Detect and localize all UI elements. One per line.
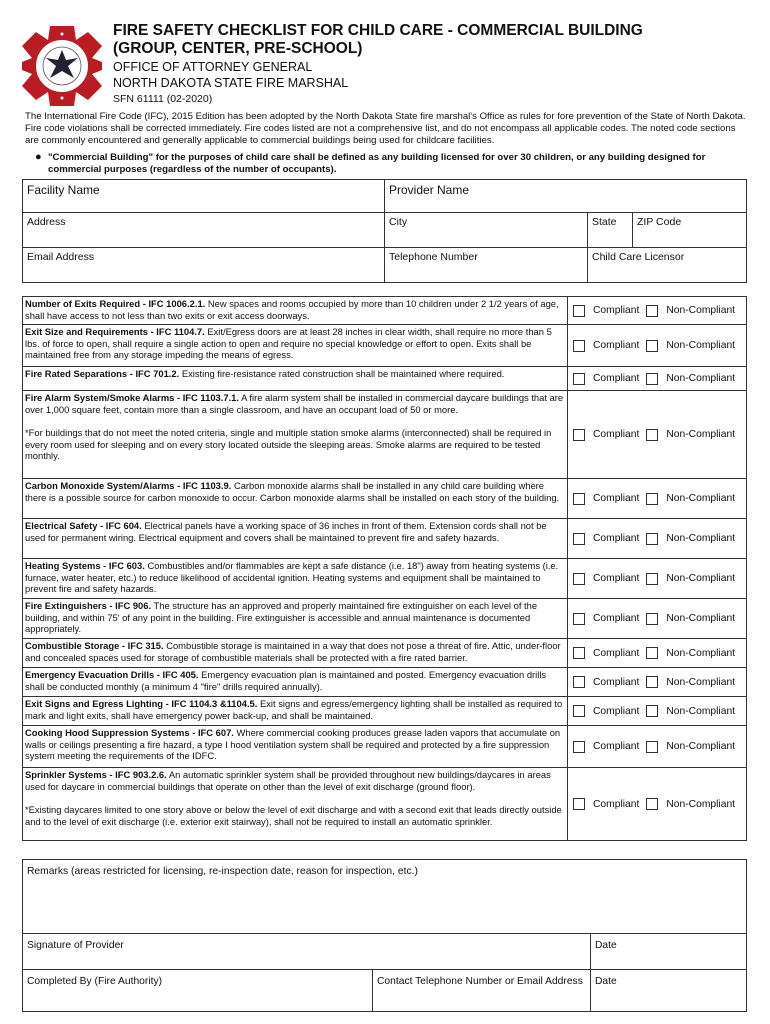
compliant-label: Compliant — [593, 533, 640, 544]
non-compliant-option[interactable] — [646, 613, 735, 625]
compliant-option[interactable] — [573, 340, 639, 352]
non-compliant-label: Non-Compliant — [666, 533, 736, 544]
compliance-options — [568, 519, 746, 558]
non-compliant-label: Non-Compliant — [666, 705, 736, 717]
telephone-label: Telephone Number — [389, 251, 478, 263]
compliant-checkbox[interactable] — [573, 493, 585, 505]
non-compliant-checkbox[interactable] — [646, 705, 658, 717]
checklist-row — [23, 599, 746, 639]
state-label: State — [592, 216, 617, 228]
definition-text: "Commercial Building" for the purposes of child care shall be defined as any building licensed for over 30 children, or any building designed for commercial purposes (regardless of the number of occupants). — [48, 152, 706, 175]
bullet-icon: ● — [35, 151, 42, 163]
remarks-field[interactable] — [23, 860, 747, 934]
compliant-label: Compliant — [593, 573, 640, 584]
checklist-row — [23, 559, 746, 599]
compliant-label: Compliant — [593, 613, 640, 624]
requirement-body: Exit signs and egress/emergency lighting shall be installed as required to mark and light exits, shall have emergency power back-up, and shall be maintained. — [25, 698, 563, 721]
provider-signature-field[interactable] — [23, 934, 591, 970]
non-compliant-label: Non-Compliant — [666, 340, 736, 351]
compliant-option[interactable] — [573, 741, 639, 753]
address-label: Address — [27, 216, 66, 228]
requirement-text — [23, 325, 568, 366]
title-line-2: (GROUP, CENTER, PRE-SCHOOL) — [113, 40, 363, 57]
compliant-option[interactable] — [573, 373, 639, 385]
requirement-heading: Carbon Monoxide System/Alarms - IFC 1103.9. — [25, 480, 232, 491]
non-compliant-checkbox[interactable] — [646, 340, 658, 352]
compliant-label: Compliant — [593, 705, 640, 717]
facility-name-field[interactable] — [23, 180, 385, 213]
email-field[interactable] — [23, 248, 385, 283]
checklist-row — [23, 367, 746, 391]
requirement-heading: Combustible Storage - IFC 315. — [25, 640, 164, 651]
requirement-body: Electrical panels have a working space of 36 inches in front of them. Extension cords shall not be used for permanent wiring. Electrical equipment and covers shall be maintained to prevent fire and safety hazards. — [25, 520, 547, 543]
compliant-checkbox[interactable] — [573, 676, 585, 688]
non-compliant-label: Non-Compliant — [666, 676, 736, 688]
requirement-heading: Fire Extinguishers - IFC 906. — [25, 600, 152, 611]
compliant-checkbox[interactable] — [573, 429, 585, 441]
zip-field[interactable] — [633, 213, 747, 248]
requirement-heading: Sprinkler Systems - IFC 903.2.6. — [25, 769, 167, 780]
requirement-heading: Number of Exits Required - IFC 1006.2.1. — [25, 298, 206, 309]
requirement-body: Combustibles and/or flammables are kept a safe distance (i.e. 18") away from heating systems (i.e. furnace, water heater, etc.) to reduce likelihood of accidental ignition. Heating systems and equipment shall be maintained to prevent fire and safety hazards. — [25, 560, 559, 595]
requirement-body: Carbon monoxide alarms shall be installed in any child care building where there is a possible source for carbon monoxide to occur. Carbon monoxide alarms shall be installed on each story of the building. — [25, 480, 560, 503]
non-compliant-option[interactable] — [646, 573, 735, 585]
requirement-text — [23, 479, 568, 518]
provider-date-field[interactable] — [591, 934, 747, 970]
intro-paragraph: The International Fire Code (IFC), 2015 Edition has been adopted by the North Dakota State fire marshal's Office as rules for fore prevention of the State of North Dakota. Fire code violations shall be corrected immediately. Fire codes listed are not a comprehensive list, and do not encompass all applicable codes. The noted code sections are commonly encountered and generally applicable to commercial buildings being used for childcare facilities. — [25, 111, 746, 146]
completed-by-field[interactable] — [23, 970, 373, 1012]
requirement-note: *For buildings that do not meet the noted criteria, single and multiple station smoke alarms (interconnected) shall be required in every room used for sleeping and on every story located outside the sleeping areas. Smoke alarms are required to be tested monthly. — [25, 427, 552, 462]
licensor-label: Child Care Licensor — [592, 251, 685, 263]
compliant-label: Compliant — [593, 373, 640, 384]
compliant-label: Compliant — [593, 340, 640, 351]
compliant-label: Compliant — [593, 429, 640, 440]
compliant-checkbox[interactable] — [573, 573, 585, 585]
requirement-heading: Fire Rated Separations - IFC 701.2. — [25, 368, 180, 379]
compliance-options — [568, 639, 746, 667]
requirement-body: Combustible storage is maintained in a way that does not pose a threat of fire. Attic, under-floor and concealed spaces used for storage of combustible materials shall be protected with a fire rated barrier. — [25, 640, 561, 663]
non-compliant-option[interactable] — [646, 373, 735, 385]
compliant-option[interactable] — [573, 429, 639, 441]
checklist-row — [23, 519, 746, 559]
requirement-text — [23, 668, 568, 696]
requirement-text — [23, 297, 568, 324]
requirement-body: Emergency evacuation plan is maintained and posted. Emergency evacuation drills shall be conducted monthly (a minimum 4 "fire" drills required annually). — [25, 669, 547, 692]
non-compliant-option[interactable] — [646, 798, 735, 810]
requirement-text — [23, 519, 568, 558]
requirement-text — [23, 639, 568, 667]
signature-table — [22, 859, 747, 1012]
compliance-options — [568, 697, 746, 725]
non-compliant-checkbox[interactable] — [646, 533, 658, 545]
compliant-label: Compliant — [593, 493, 640, 504]
compliance-options — [568, 599, 746, 638]
compliant-option[interactable] — [573, 705, 639, 717]
non-compliant-checkbox[interactable] — [646, 373, 658, 385]
fire-marshal-seal-icon — [20, 24, 104, 108]
compliant-label: Compliant — [593, 305, 640, 316]
facility-info-table — [22, 179, 747, 283]
email-label: Email Address — [27, 251, 95, 263]
non-compliant-checkbox[interactable] — [646, 573, 658, 585]
zip-label: ZIP Code — [637, 216, 682, 228]
compliance-options — [568, 325, 746, 366]
non-compliant-label: Non-Compliant — [666, 613, 736, 624]
completed-by-label: Completed By (Fire Authority) — [27, 976, 163, 987]
telephone-field[interactable] — [385, 248, 588, 283]
non-compliant-label: Non-Compliant — [666, 573, 736, 584]
requirement-body: Where commercial cooking produces grease laden vapors that accumulate on walls or ceilings presenting a fire hazard, a type I hood ventilation system shall be required and protected by a fire suppression system meeting the requirements of the IDFC. — [25, 727, 561, 762]
requirement-heading: Emergency Evacuation Drills - IFC 405. — [25, 669, 199, 680]
form-number: SFN 61111 (02-2020) — [113, 93, 213, 105]
non-compliant-option[interactable] — [646, 741, 735, 753]
requirement-text — [23, 726, 568, 767]
requirement-body: A fire alarm system shall be installed in commercial daycare buildings that are over 1,000 square feet, contain more than a single classroom, and have an occupant load of 50 or more. — [25, 392, 564, 415]
checklist-row — [23, 726, 746, 768]
requirement-body: Exit/Egress doors are at least 28 inches in clear width, shall require no more than 5 lbs. of force to open, shall require a single action to open and require no special knowledge or effort to open. Exits shall be maintained free from any storage impeding the means of egress. — [25, 326, 552, 361]
requirement-body: New spaces and rooms occupied by more than 10 children under 2 1/2 years of age, shall have access to not less than two exits or exit access doorways. — [25, 298, 559, 321]
compliance-options — [568, 559, 746, 598]
requirement-body: The structure has an approved and properly maintained fire extinguisher on each level of the building, and within 75' of any point in the building. Fire extinguisher is accessible and annual maintenance is documented appropriately. — [25, 600, 538, 635]
checklist-row — [23, 325, 746, 367]
title-line-1: FIRE SAFETY CHECKLIST FOR CHILD CARE - COMMERCIAL BUILDING — [113, 22, 643, 39]
compliant-option[interactable] — [573, 676, 639, 688]
date-label: Date — [595, 976, 617, 987]
date-label: Date — [595, 940, 617, 951]
compliant-checkbox[interactable] — [573, 340, 585, 352]
city-label: City — [389, 216, 408, 228]
compliance-options — [568, 391, 746, 478]
non-compliant-option[interactable] — [646, 676, 735, 688]
compliance-options — [568, 479, 746, 518]
checklist-row — [23, 668, 746, 697]
non-compliant-option[interactable] — [646, 305, 735, 317]
requirement-heading: Exit Size and Requirements - IFC 1104.7. — [25, 326, 205, 337]
checklist-row — [23, 768, 746, 840]
compliant-checkbox[interactable] — [573, 533, 585, 545]
form-title — [113, 22, 753, 58]
non-compliant-option[interactable] — [646, 647, 735, 659]
compliant-checkbox[interactable] — [573, 613, 585, 625]
non-compliant-checkbox[interactable] — [646, 741, 658, 753]
requirement-text — [23, 367, 568, 390]
office-line-1: OFFICE OF ATTORNEY GENERAL — [113, 60, 313, 74]
provider-name-field[interactable] — [385, 180, 747, 213]
compliant-option[interactable] — [573, 798, 639, 810]
non-compliant-checkbox[interactable] — [646, 493, 658, 505]
non-compliant-checkbox[interactable] — [646, 613, 658, 625]
compliant-checkbox[interactable] — [573, 741, 585, 753]
compliant-label: Compliant — [593, 798, 640, 810]
non-compliant-label: Non-Compliant — [666, 741, 736, 752]
requirement-heading: Cooking Hood Suppression Systems - IFC 607. — [25, 727, 234, 738]
compliant-option[interactable] — [573, 573, 639, 585]
compliant-checkbox[interactable] — [573, 647, 585, 659]
signature-label: Signature of Provider — [27, 940, 124, 951]
requirement-text — [23, 559, 568, 598]
checklist-row — [23, 479, 746, 519]
requirement-text — [23, 391, 568, 478]
compliance-options — [568, 668, 746, 696]
non-compliant-label: Non-Compliant — [666, 305, 736, 316]
non-compliant-checkbox[interactable] — [646, 798, 658, 810]
compliant-label: Compliant — [593, 676, 640, 688]
requirement-text — [23, 697, 568, 725]
requirement-heading: Exit Signs and Egress Lighting - IFC 1104.3 &1104.5. — [25, 698, 258, 709]
requirement-text — [23, 599, 568, 638]
compliant-checkbox[interactable] — [573, 373, 585, 385]
compliance-options — [568, 367, 746, 390]
non-compliant-label: Non-Compliant — [666, 373, 736, 384]
requirement-body: An automatic sprinkler system shall be provided throughout new buildings/daycares in areas used for daycare in commercial buildings that operate on other than the level of exit discharge (ground floor). — [25, 769, 551, 792]
office-line-2: NORTH DAKOTA STATE FIRE MARSHAL — [113, 75, 349, 90]
checklist-row — [23, 391, 746, 479]
provider-name-label: Provider Name — [389, 183, 470, 197]
compliance-options — [568, 768, 746, 840]
non-compliant-label: Non-Compliant — [666, 798, 736, 810]
requirement-body: Existing fire-resistance rated construction shall be maintained where required. — [181, 368, 505, 379]
compliant-option[interactable] — [573, 613, 639, 625]
non-compliant-checkbox[interactable] — [646, 676, 658, 688]
contact-field[interactable] — [373, 970, 591, 1012]
compliance-options — [568, 297, 746, 324]
non-compliant-option[interactable] — [646, 429, 735, 441]
contact-label: Contact Telephone Number or Email Address — [377, 976, 583, 987]
facility-name-label: Facility Name — [27, 183, 100, 197]
state-field[interactable] — [588, 213, 633, 248]
checklist-row — [23, 697, 746, 726]
compliant-label: Compliant — [593, 647, 640, 659]
compliant-checkbox[interactable] — [573, 305, 585, 317]
non-compliant-option[interactable] — [646, 533, 735, 545]
office-block — [113, 60, 348, 91]
compliance-options — [568, 726, 746, 767]
non-compliant-checkbox[interactable] — [646, 305, 658, 317]
compliant-label: Compliant — [593, 741, 640, 752]
compliant-option[interactable] — [573, 533, 639, 545]
non-compliant-option[interactable] — [646, 705, 735, 717]
compliant-checkbox[interactable] — [573, 705, 585, 717]
non-compliant-label: Non-Compliant — [666, 429, 736, 440]
requirement-heading: Electrical Safety - IFC 604. — [25, 520, 142, 531]
city-field[interactable] — [385, 213, 588, 248]
non-compliant-option[interactable] — [646, 340, 735, 352]
non-compliant-checkbox[interactable] — [646, 647, 658, 659]
requirement-heading: Heating Systems - IFC 603. — [25, 560, 145, 571]
licensor-field[interactable] — [588, 248, 747, 283]
non-compliant-checkbox[interactable] — [646, 429, 658, 441]
checklist-row — [23, 297, 746, 325]
non-compliant-option[interactable] — [646, 493, 735, 505]
requirement-note: *Existing daycares limited to one story above or below the level of exit discharge and with a second exit that leads directly outside and to the level of exit discharge (i.e. exterior exit stairway), shall not be required to install an automatic sprinkler. — [25, 804, 562, 827]
compliant-option[interactable] — [573, 305, 639, 317]
authority-date-field[interactable] — [591, 970, 747, 1012]
non-compliant-label: Non-Compliant — [666, 647, 736, 659]
address-field[interactable] — [23, 213, 385, 248]
compliant-option[interactable] — [573, 493, 639, 505]
non-compliant-label: Non-Compliant — [666, 493, 736, 504]
compliant-checkbox[interactable] — [573, 798, 585, 810]
checklist-row — [23, 639, 746, 668]
compliance-checklist — [22, 296, 747, 841]
requirement-text — [23, 768, 568, 840]
requirement-heading: Fire Alarm System/Smoke Alarms - IFC 1103.7.1. — [25, 392, 239, 403]
remarks-label: Remarks (areas restricted for licensing, re-inspection date, reason for inspection, etc.) — [27, 866, 418, 877]
commercial-building-definition — [35, 151, 748, 176]
compliant-option[interactable] — [573, 647, 639, 659]
